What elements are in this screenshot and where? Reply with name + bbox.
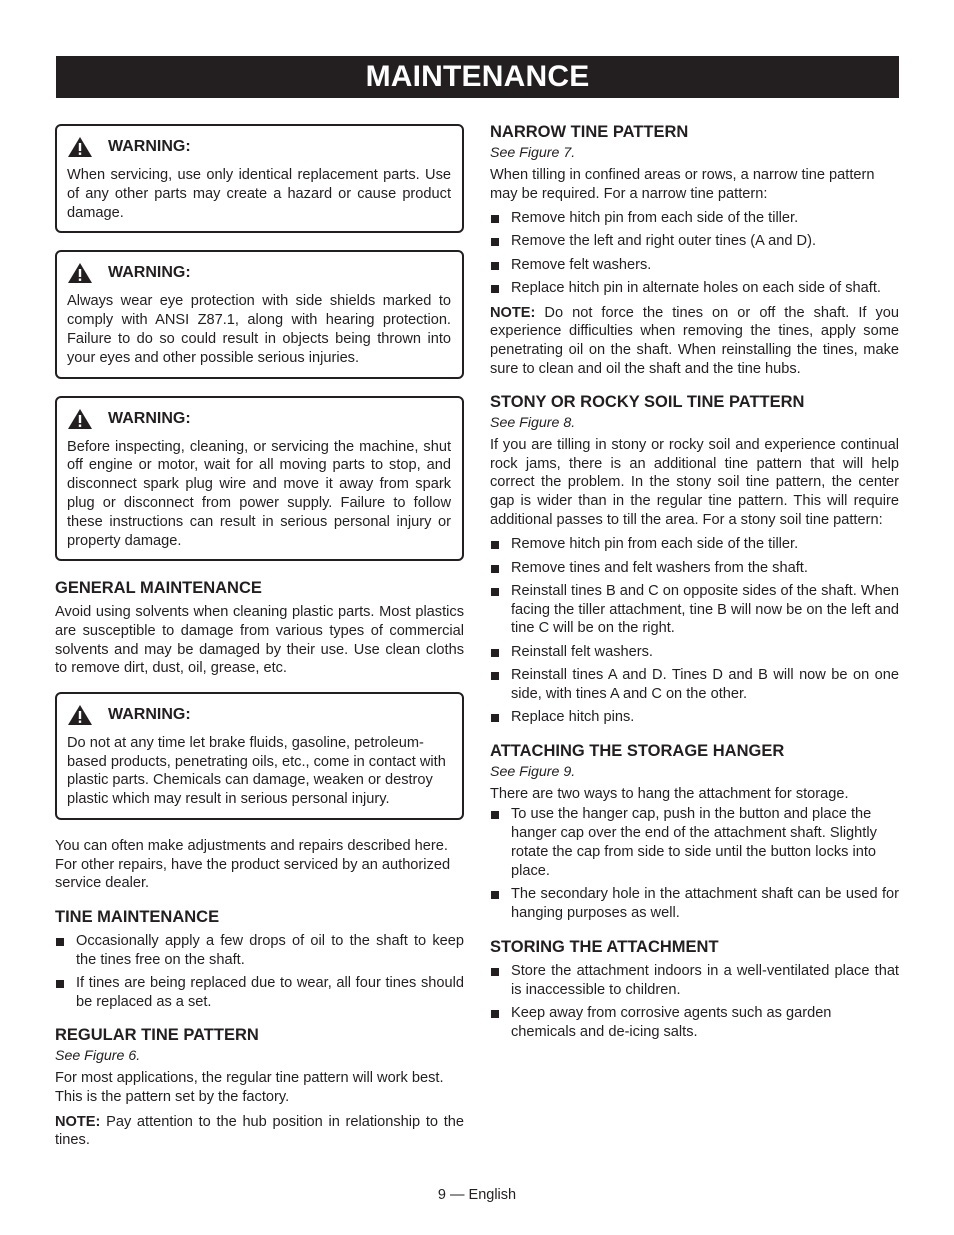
- warning-triangle-icon: [67, 262, 93, 284]
- list-item: Replace hitch pin in alternate holes on each side of shaft.: [490, 279, 899, 298]
- list-item: Remove the left and right outer tines (A and D).: [490, 232, 899, 251]
- note-label: NOTE:: [490, 304, 536, 321]
- list-item: Occasionally apply a few drops of oil to the shaft to keep the tines free on the shaft.: [55, 932, 464, 970]
- warning-triangle-icon: [67, 704, 93, 726]
- bullet-list: [490, 962, 899, 1042]
- right-column: [490, 122, 899, 1047]
- list-item: Remove tines and felt washers from the shaft.: [490, 559, 899, 578]
- section-heading: STONY OR ROCKY SOIL TINE PATTERN: [490, 393, 805, 412]
- warning-text: Before inspecting, cleaning, or servicing the machine, shut off engine or motor, wait for all moving parts to stop, and disconnect spark plug wire and move it away from spark plug or disconnect from power supply. Failure to follow these instructions can result in serious personal injury or property damage.: [67, 438, 451, 549]
- list-item: Reinstall felt washers.: [490, 643, 899, 662]
- paragraph: If you are tilling in stony or rocky soil and experience continual rock jams, there is an additional tine pattern that will help correct the problem. In the stony soil tine pattern, the center gap is wider than in the regular tine pattern. This will require additional passes to till the area. For a stony soil tine pattern:: [490, 437, 899, 528]
- note-label: NOTE:: [55, 1113, 101, 1130]
- paragraph: There are two ways to hang the attachment for storage.: [490, 785, 849, 802]
- section-heading: REGULAR TINE PATTERN: [55, 1026, 259, 1045]
- warning-label: WARNING:: [108, 409, 191, 427]
- list-item: Reinstall tines B and C on opposite sides of the shaft. When facing the tiller attachment, tine B will now be on the left and tine C will be on the right.: [490, 582, 899, 638]
- warning-label: WARNING:: [108, 264, 191, 282]
- list-item: Reinstall tines A and D. Tines D and B will now be on one side, with tines A and C on the other.: [490, 666, 899, 704]
- paragraph: Avoid using solvents when cleaning plastic parts. Most plastics are susceptible to damage from various types of commercial solvents and may be damaged by their use. Use clean cloths to remove dirt, dust, oil, grease, etc.: [55, 604, 464, 677]
- warning-text: When servicing, use only identical replacement parts. Use of any other parts may create a hazard or cause product damage.: [67, 167, 451, 221]
- warning-text: Do not at any time let brake fluids, gasoline, petroleum-based products, penetrating oils, etc., come in contact with plastic parts. Chemicals can damage, weaken or destroy plastic which may result in serious personal injury.: [67, 734, 446, 808]
- list-item: If tines are being replaced due to wear, all four tines should be replaced as a set.: [55, 974, 464, 1012]
- warning-box: [55, 692, 464, 820]
- figure-reference: See Figure 7.: [490, 145, 576, 161]
- figure-reference: See Figure 6.: [55, 1048, 141, 1065]
- list-item: Remove felt washers.: [490, 256, 899, 275]
- list-item: Keep away from corrosive agents such as garden chemicals and de-icing salts.: [490, 1004, 899, 1042]
- section-heading: GENERAL MAINTENANCE: [55, 579, 262, 598]
- warning-label: WARNING:: [108, 705, 191, 723]
- note-text: Do not force the tines on or off the shaft. If you experience difficulties when removing the tines, apply some penetrating oil on the shaft. When reinstalling the tines, make sure to clean and oil the shaft and the tine hubs.: [490, 304, 899, 377]
- note-text: Pay attention to the hub position in relationship to the tines.: [55, 1113, 464, 1149]
- list-item: To use the hanger cap, push in the button and place the hanger cap over the end of the attachment shaft. Slightly rotate the cap from side to side until the button locks into place.: [490, 805, 899, 880]
- figure-reference: See Figure 8.: [490, 415, 576, 432]
- left-column: [55, 124, 464, 1156]
- section-heading: STORING THE ATTACHMENT: [490, 937, 719, 956]
- list-item: The secondary hole in the attachment shaft can be used for hanging purposes as well.: [490, 885, 899, 923]
- bullet-list: [490, 535, 899, 727]
- section-heading: ATTACHING THE STORAGE HANGER: [490, 741, 785, 760]
- bullet-list: [490, 805, 899, 922]
- paragraph: You can often make adjustments and repairs described here. For other repairs, have the product serviced by an authorized service dealer.: [55, 837, 451, 892]
- warning-box: [55, 124, 464, 233]
- section-heading: TINE MAINTENANCE: [55, 907, 220, 926]
- list-item: Replace hitch pins.: [490, 708, 899, 727]
- warning-box: [55, 250, 464, 378]
- note: [490, 304, 899, 378]
- note: [55, 1113, 464, 1150]
- paragraph: For most applications, the regular tine pattern will work best. This is the pattern set by the factory.: [55, 1070, 444, 1105]
- paragraph: When tilling in confined areas or rows, a narrow tine pattern may be required. For a narrow tine pattern:: [490, 167, 875, 202]
- warning-box: [55, 396, 464, 562]
- list-item: Remove hitch pin from each side of the tiller.: [490, 535, 899, 554]
- page-footer: 9 — English: [437, 1187, 517, 1203]
- bullet-list: [490, 209, 899, 298]
- warning-text: Always wear eye protection with side shields marked to comply with ANSI Z87.1, along with hearing protection. Failure to do so could result in objects being thrown into your eyes and other possible serious injuries.: [67, 293, 451, 366]
- list-item: Remove hitch pin from each side of the tiller.: [490, 209, 899, 228]
- warning-label: WARNING:: [108, 138, 191, 155]
- list-item: Store the attachment indoors in a well-ventilated place that is inaccessible to children.: [490, 962, 899, 1000]
- bullet-list: [55, 932, 464, 1012]
- warning-triangle-icon: [67, 408, 93, 430]
- figure-reference: See Figure 9.: [490, 763, 576, 780]
- page-title: MAINTENANCE: [56, 56, 899, 98]
- section-heading: NARROW TINE PATTERN: [490, 123, 689, 141]
- warning-triangle-icon: [67, 136, 93, 158]
